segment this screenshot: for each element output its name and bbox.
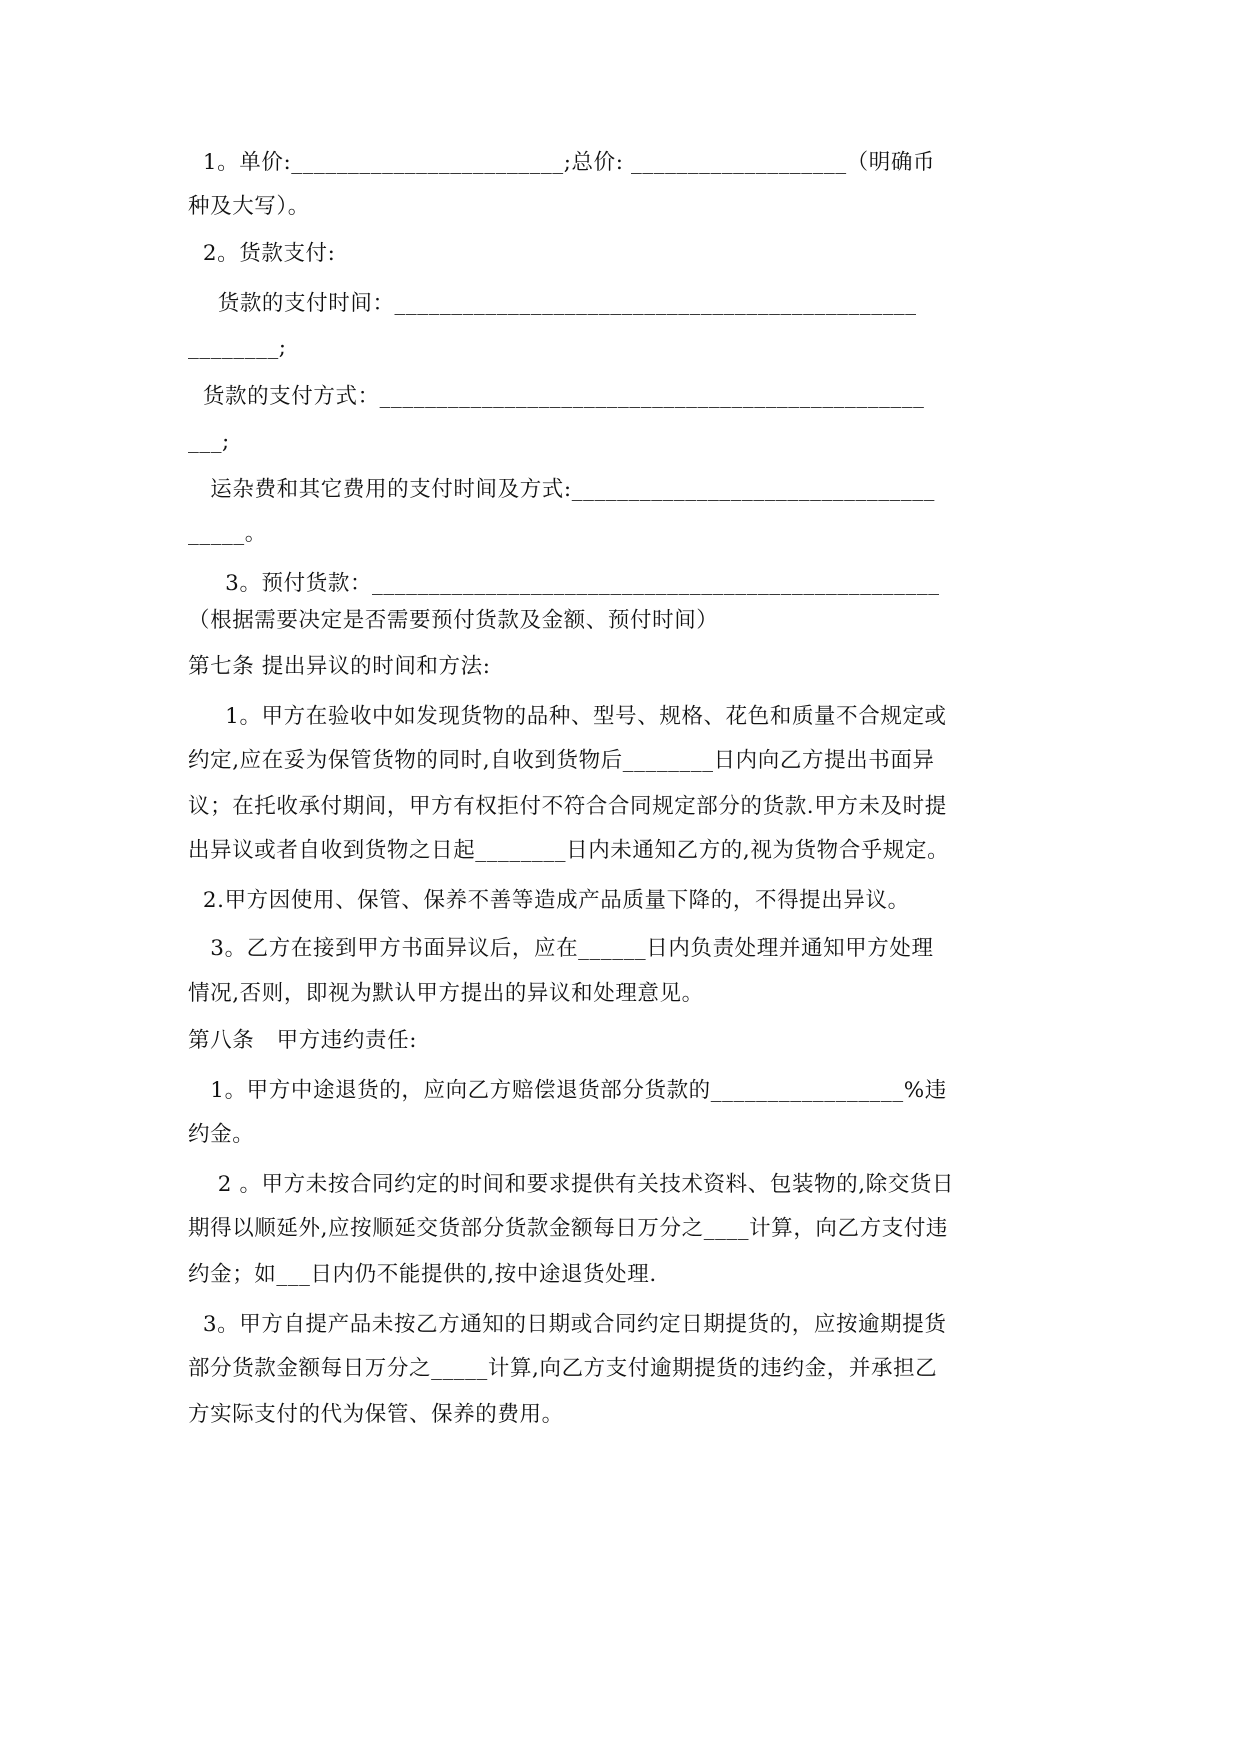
text-line: 方实际支付的代为保管、保养的费用。 xyxy=(188,1402,564,1427)
text-line: 1。甲方中途退货的，应向乙方赔偿退货部分货款的_________________%违 xyxy=(188,1078,947,1103)
section-heading: 第八条 甲方违约责任: xyxy=(188,1028,418,1053)
text-line: 约金；如___日内仍不能提供的,按中途退货处理. xyxy=(188,1262,657,1287)
text-line: 种及大写）。 xyxy=(188,194,310,219)
text-line: 3。乙方在接到甲方书面异议后，应在______日内负责处理并通知甲方处理 xyxy=(188,936,934,961)
text-line: 2。货款支付: xyxy=(188,241,336,266)
text-line: 3。甲方自提产品未按乙方通知的日期或合同约定日期提货的，应按逾期提货 xyxy=(188,1312,947,1337)
text-line: 情况,否则，即视为默认甲方提出的异议和处理意见。 xyxy=(188,981,704,1006)
text-line: 1。甲方在验收中如发现货物的品种、型号、规格、花色和质量不合规定或 xyxy=(188,704,947,729)
text-line: 议；在托收承付期间，甲方有权拒付不符合合同规定部分的货款.甲方未及时提 xyxy=(188,794,947,819)
text-line: _____。 xyxy=(188,521,267,546)
section-heading: 第七条 提出异议的时间和方法: xyxy=(188,654,491,679)
text-line: 约金。 xyxy=(188,1122,255,1147)
text-line: 2 。甲方未按合同约定的时间和要求提供有关技术资料、包装物的,除交货日 xyxy=(188,1172,955,1197)
text-line: （根据需要决定是否需要预付货款及金额、预付时间） xyxy=(188,608,719,633)
text-line: 期得以顺延外,应按顺延交货部分货款金额每日万分之____计算，向乙方支付违 xyxy=(188,1216,949,1241)
text-line: 货款的支付时间：______________________________________________ xyxy=(188,291,917,316)
text-line: 1。单价:________________________;总价: ___________________（明确币 xyxy=(188,150,936,175)
text-line: 约定,应在妥为保管货物的同时,自收到货物后________日内向乙方提出书面异 xyxy=(188,748,935,773)
text-line: 运杂费和其它费用的支付时间及方式:________________________________ xyxy=(188,477,935,502)
text-line: 2.甲方因使用、保管、保养不善等造成产品质量下降的，不得提出异议。 xyxy=(188,888,910,913)
text-line: 部分货款金额每日万分之_____计算,向乙方支付逾期提货的违约金，并承担乙 xyxy=(188,1356,938,1381)
text-line: ___; xyxy=(188,429,230,454)
text-line: 3。预付货款：__________________________________________________ xyxy=(188,571,940,596)
text-line: 出异议或者自收到货物之日起________日内未通知乙方的,视为货物合乎规定。 xyxy=(188,838,950,863)
text-line: 货款的支付方式：________________________________________________ xyxy=(188,384,925,409)
text-line: ________; xyxy=(188,335,287,360)
